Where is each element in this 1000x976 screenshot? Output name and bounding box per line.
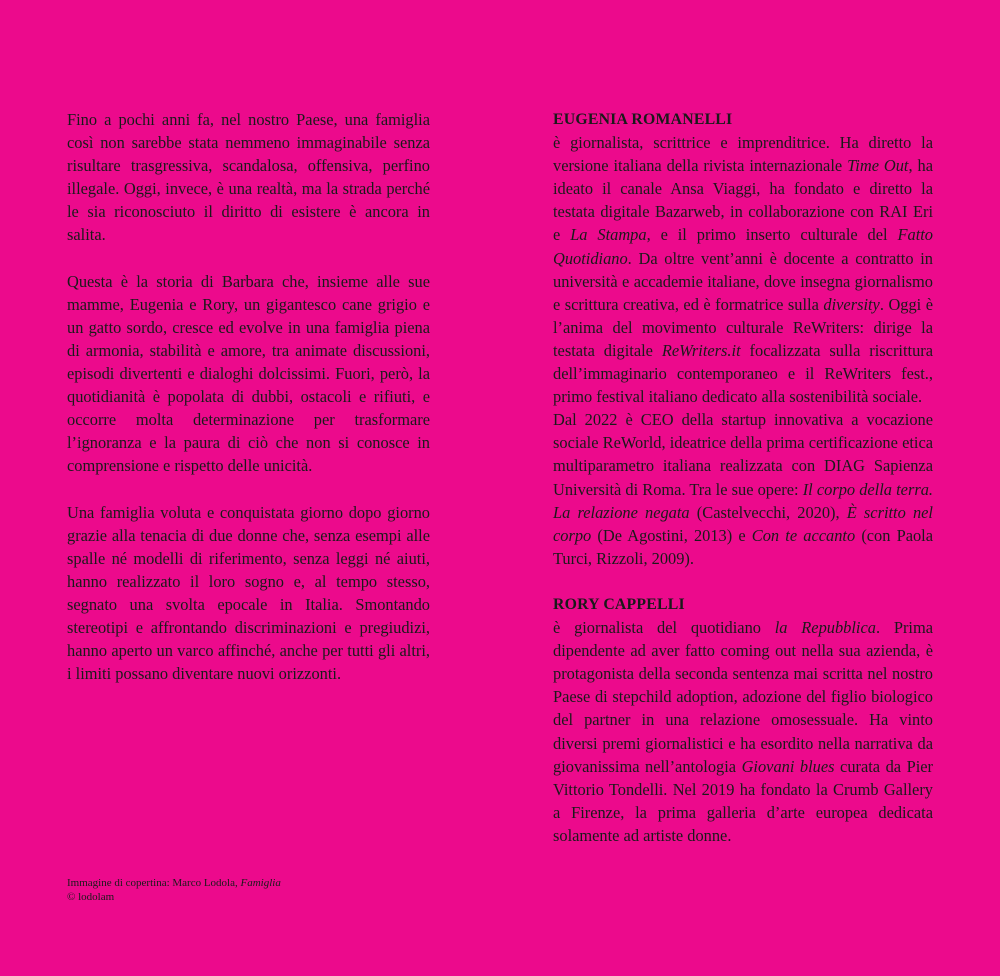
cover-credit-prefix: Immagine di copertina: Marco Lodola, bbox=[67, 877, 241, 889]
synopsis-column bbox=[67, 108, 430, 685]
bio-text: (con Paola Turci, Rizzoli, 2009). bbox=[553, 525, 934, 568]
bio-text: . Prima dipendente ad aver fatto coming out nella sua azienda, è protagonista della seconda sentenza mai scritta nel nostro Paese di stepchild adoption, adozione del figlio biologico del partner in una relazione omosessuale. Ha vinto diversi premi giornalistici e ha esordito nella narrativa da giovanissima nell’antologia bbox=[553, 618, 933, 776]
italic-title: diversity bbox=[823, 294, 880, 314]
italic-title: È scritto nel corpo bbox=[553, 502, 933, 545]
author-bio-text bbox=[553, 616, 933, 847]
author-name: EUGENIA ROMANELLI bbox=[553, 111, 733, 128]
bio-text: Dal 2022 è CEO della startup innovativa a vocazione sociale ReWorld, ideatrice della prima certificazione etica multiparametro italiana realizzata con DIAG Sapienza Università di Roma. Tra le sue opere: bbox=[553, 410, 933, 499]
author-bio bbox=[553, 593, 933, 847]
italic-title: Il corpo della terra. La relazione negata bbox=[553, 479, 933, 522]
bio-paragraph bbox=[553, 616, 933, 847]
italic-title: ReWriters.it bbox=[661, 340, 741, 360]
author-bio-text bbox=[553, 131, 933, 570]
synopsis-paragraph: Una famiglia voluta e conquistata giorno dopo giorno grazie alla tenacia di due donne che, senza esempi alle spalle né modelli di riferimento, senza leggi né aiuti, hanno realizzato il loro sogno e, al tempo stesso, segnato una svolta epocale in Italia. Smontando stereotipi e affrontando discriminazioni e pregiudizi, hanno aperto un varco affinché, anche per tutti gli altri, i limiti possano diventare nuovi orizzonti. bbox=[67, 502, 430, 684]
bio-text: (De Agostini, 2013) e bbox=[591, 525, 752, 545]
italic-title: la Repubblica bbox=[774, 618, 876, 638]
italic-title: Con te accanto bbox=[751, 525, 856, 545]
synopsis-paragraph: Fino a pochi anni fa, nel nostro Paese, una famiglia così non sarebbe stata nemmeno immaginabile senza risultare trasgressiva, scandalosa, offensiva, perfino illegale. Oggi, invece, è una realtà, ma la strada perché le sia riconosciuto il diritto di esistere è ancora in salita. bbox=[67, 110, 430, 245]
bio-text: . Da oltre vent’anni è docente a contratto in università e accademie italiane, dove insegna giornalismo e scrittura creativa, ed è formatrice sulla bbox=[553, 248, 933, 314]
bio-text: è giornalista, scrittrice e imprenditrice. Ha diretto la versione italiana della rivista internazionale bbox=[553, 133, 933, 176]
bio-text: . Oggi è l’anima del movimento culturale ReWriters: dirige la testata digitale bbox=[553, 294, 933, 360]
synopsis-paragraph: Questa è la storia di Barbara che, insieme alle sue mamme, Eugenia e Rory, un gigantesco cane grigio e un gatto sordo, cresce ed evolve in una famiglia piena di armonia, stabilità e amore, tra animate discussioni, episodi divertenti e dialoghi dolcissimi. Fuori, però, la quotidianità è popolata di dubbi, ostacoli e rifiuti, e occorre molta determinazione per trasformare l’ignoranza e la paura di ciò che non si conosce in comprensione e rispetto delle unicità. bbox=[67, 271, 430, 476]
italic-title: La Stampa bbox=[570, 225, 647, 245]
cover-credit-line bbox=[67, 876, 281, 890]
bio-paragraph bbox=[553, 131, 933, 408]
bio-paragraph bbox=[553, 408, 933, 570]
bio-text: , ha ideato il canale Ansa Viaggi, ha fondato e diretto la testata digitale Bazarweb, in collaborazione con RAI Eri e bbox=[553, 156, 934, 245]
italic-title: Giovani blues bbox=[741, 756, 835, 776]
bio-text: focalizzata sulla riscrittura dell’immaginario contemporaneo e il ReWriters fest., primo festival italiano dedicato alla sostenibilità sociale. bbox=[553, 340, 933, 407]
cover-artwork-title: Famiglia bbox=[240, 877, 281, 889]
italic-title: Time Out bbox=[847, 156, 909, 176]
author-name: RORY CAPPELLI bbox=[553, 595, 685, 613]
italic-title: Fatto Quotidiano bbox=[553, 225, 933, 268]
author-bios-column bbox=[553, 108, 933, 847]
copyright-line: © lodolam bbox=[67, 891, 115, 903]
author-bio bbox=[553, 108, 933, 570]
bio-text: (Castelvecchi, 2020), bbox=[689, 502, 847, 522]
bio-text: , e il primo inserto culturale del bbox=[646, 225, 898, 245]
bio-text: è giornalista del quotidiano bbox=[553, 618, 775, 638]
bio-text: curata da Pier Vittorio Tondelli. Nel 2019 ha fondato la Crumb Gallery a Firenze, la prima galleria d’arte europea dedicata solamente ad artiste donne. bbox=[553, 756, 933, 845]
cover-credit bbox=[67, 876, 281, 904]
